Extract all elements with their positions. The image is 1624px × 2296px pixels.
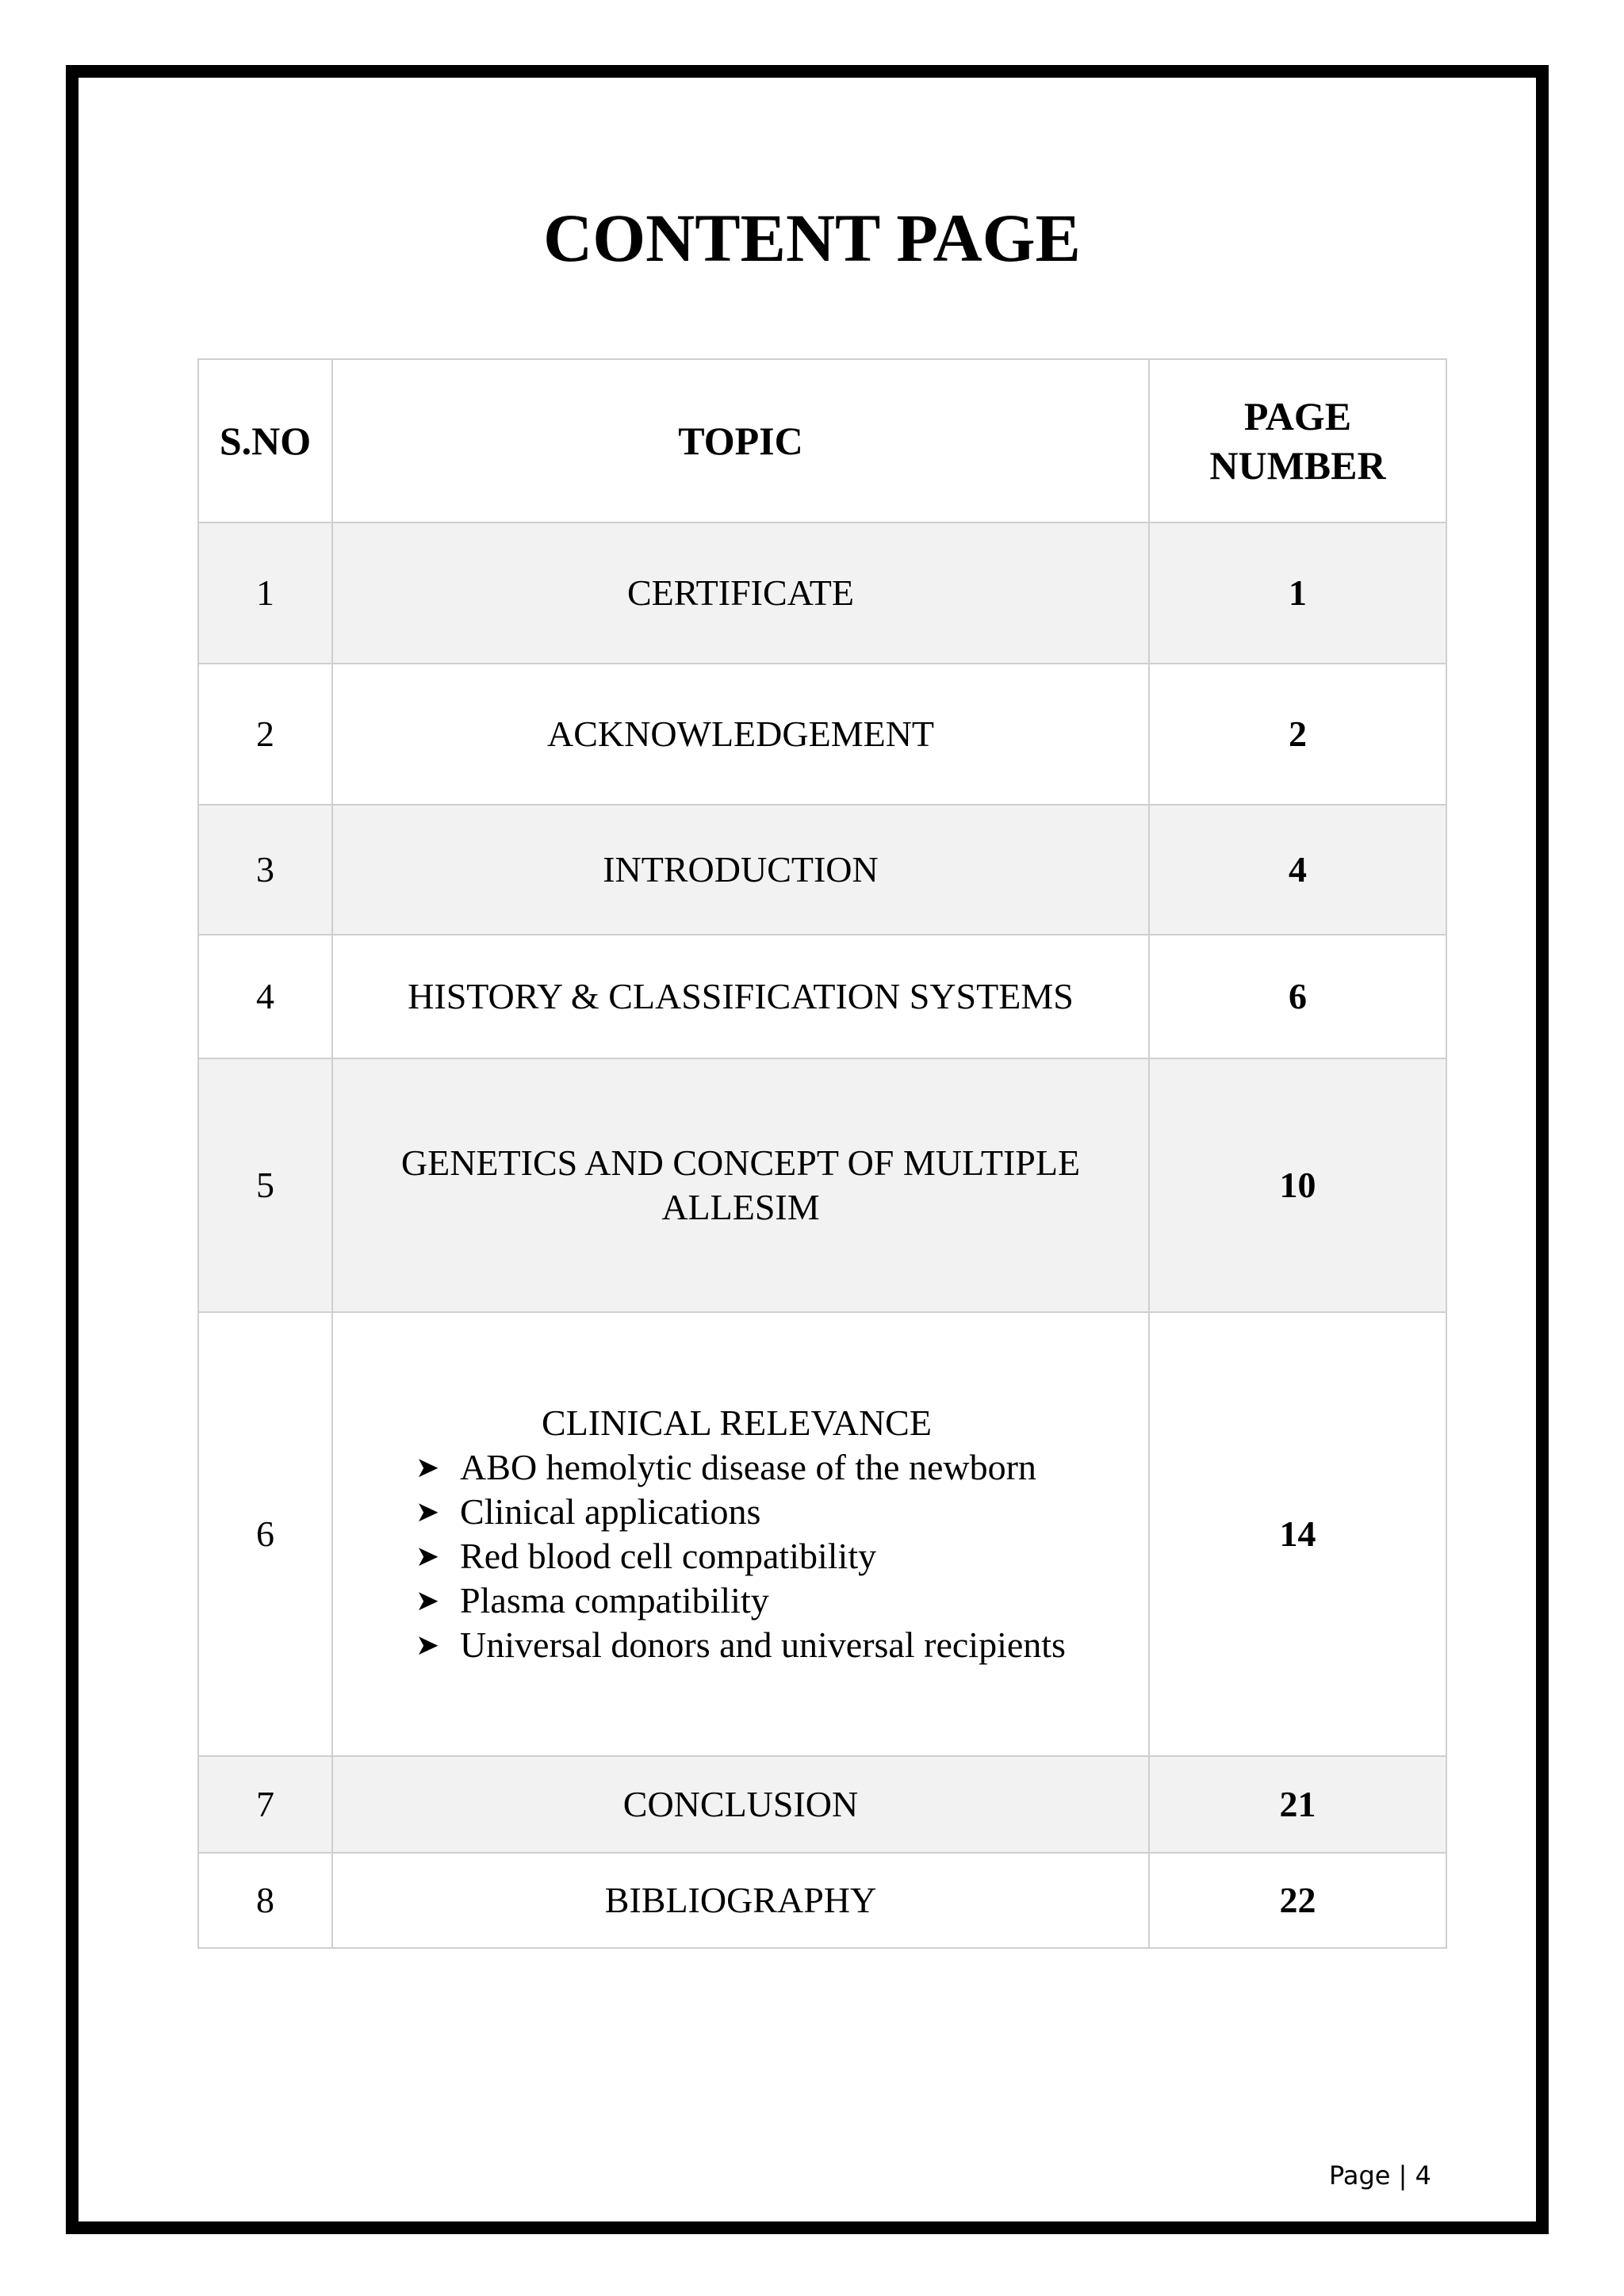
header-topic: TOPIC — [332, 359, 1149, 522]
row-topic-line1: GENETICS AND CONCEPT OF MULTIPLE — [400, 1142, 1081, 1183]
row-sno: 4 — [198, 935, 332, 1058]
page-title: CONTENT PAGE — [543, 200, 1081, 276]
table-row — [198, 1312, 1446, 1756]
table-row — [198, 1853, 1446, 1948]
row-topic — [332, 1312, 1149, 1756]
row-sno: 8 — [198, 1853, 332, 1948]
table-row — [198, 935, 1446, 1058]
row-sno: 2 — [198, 664, 332, 805]
header-page-number — [1149, 359, 1446, 522]
table-row — [198, 1756, 1446, 1853]
table-row — [198, 664, 1446, 805]
row-topic-heading: CLINICAL RELEVANCE — [542, 1402, 932, 1443]
subtopic-text: ABO hemolytic disease of the newborn — [460, 1447, 1036, 1487]
subtopic-text: Plasma compatibility — [460, 1580, 769, 1621]
row-page: 4 — [1149, 805, 1446, 935]
row-sno: 5 — [198, 1058, 332, 1312]
row-sno: 1 — [198, 522, 332, 664]
row-sno: 7 — [198, 1756, 332, 1853]
row-page: 1 — [1149, 522, 1446, 664]
list-item — [416, 1578, 1066, 1623]
row-page: 21 — [1149, 1756, 1446, 1853]
row-topic: ACKNOWLEDGEMENT — [332, 664, 1149, 805]
row-page: 14 — [1149, 1312, 1446, 1756]
row-page: 10 — [1149, 1058, 1446, 1312]
row-topic: CONCLUSION — [332, 1756, 1149, 1853]
row-topic: INTRODUCTION — [332, 805, 1149, 935]
row-topic: BIBLIOGRAPHY — [332, 1853, 1149, 1948]
arrow-bullet-icon: ➤ — [416, 1496, 440, 1528]
arrow-bullet-icon: ➤ — [416, 1629, 440, 1661]
header-page-line1: PAGE — [1243, 394, 1352, 438]
table-row — [198, 522, 1446, 664]
row-sno: 3 — [198, 805, 332, 935]
row-page: 6 — [1149, 935, 1446, 1058]
row-topic-line2: ALLESIM — [661, 1187, 820, 1227]
page-number-footer: Page | 4 — [1329, 2160, 1431, 2191]
row-topic: HISTORY & CLASSIFICATION SYSTEMS — [332, 935, 1149, 1058]
header-page-line2: NUMBER — [1209, 443, 1386, 488]
arrow-bullet-icon: ➤ — [416, 1452, 440, 1483]
list-item — [416, 1623, 1066, 1667]
table-row — [198, 1058, 1446, 1312]
row-topic — [332, 1058, 1149, 1312]
row-page: 2 — [1149, 664, 1446, 805]
row-page: 22 — [1149, 1853, 1446, 1948]
subtopic-text: Universal donors and universal recipients — [460, 1624, 1066, 1665]
list-item — [416, 1490, 1066, 1534]
list-item — [416, 1534, 1066, 1578]
table-header-row — [198, 359, 1446, 522]
table-row — [198, 805, 1446, 935]
row-topic: CERTIFICATE — [332, 522, 1149, 664]
subtopic-text: Clinical applications — [460, 1491, 761, 1532]
arrow-bullet-icon: ➤ — [416, 1540, 440, 1572]
header-sno: S.NO — [198, 359, 332, 522]
subtopic-text: Red blood cell compatibility — [460, 1536, 877, 1576]
subtopic-list — [416, 1445, 1066, 1667]
contents-table — [197, 358, 1447, 1949]
topic-block — [416, 1401, 1066, 1667]
row-sno: 6 — [198, 1312, 332, 1756]
list-item — [416, 1445, 1066, 1490]
arrow-bullet-icon: ➤ — [416, 1585, 440, 1617]
